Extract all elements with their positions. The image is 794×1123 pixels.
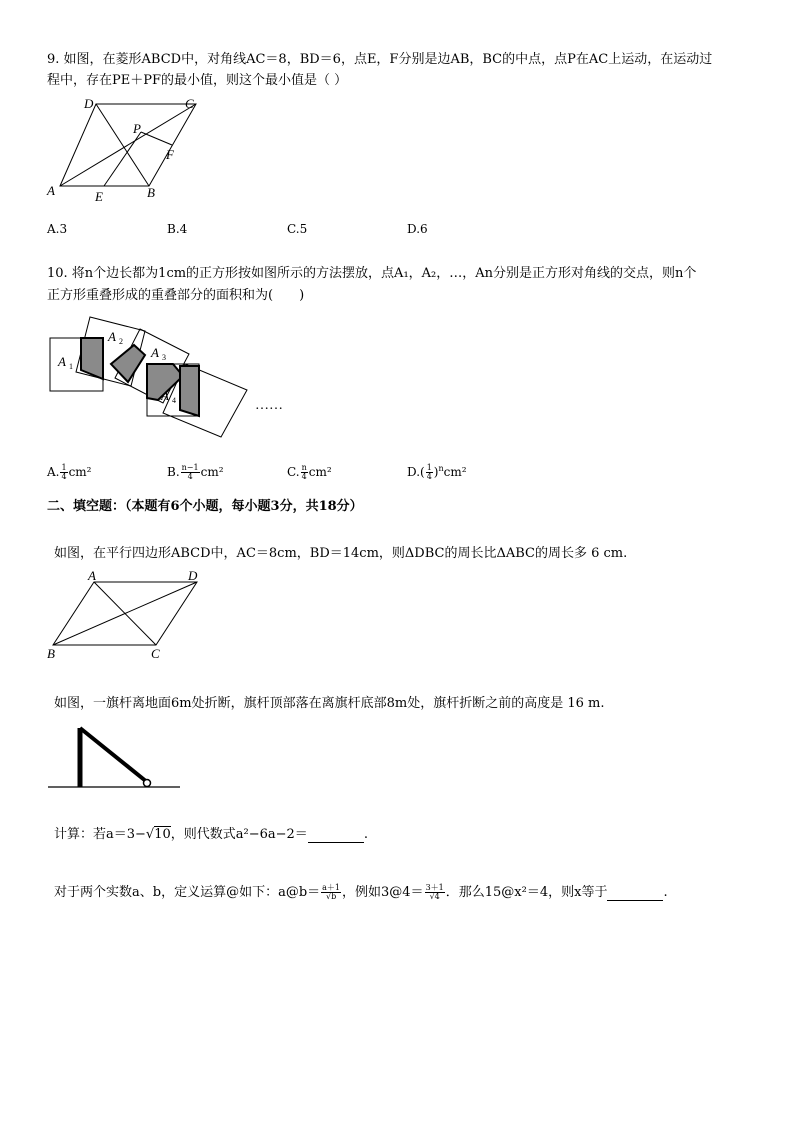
f3-text: 计算：若a＝3−√10，则代数式a²−6a−2＝ . bbox=[54, 827, 368, 842]
label-a: A bbox=[47, 183, 55, 198]
diagonal-bd bbox=[96, 104, 149, 186]
overlap-1 bbox=[81, 338, 103, 379]
segment-pf bbox=[141, 132, 172, 145]
rhombus-figure bbox=[44, 94, 204, 204]
label-c: C bbox=[151, 646, 160, 661]
q9-option-b: B.4 bbox=[167, 222, 188, 236]
q9-option-c: C.5 bbox=[287, 222, 308, 236]
flagpole-broken-part bbox=[80, 728, 147, 782]
f1-text: 如图，在平行四边形ABCD中，AC＝8cm，BD＝14cm，则ΔDBC的周长比ΔABC的周长多 6 cm. bbox=[54, 546, 628, 561]
q9-option-d: D.6 bbox=[407, 222, 428, 236]
q10-option-b: B. $\frac{n-1}{4}$ cm² bbox=[167, 463, 224, 481]
overlap-4 bbox=[180, 366, 199, 416]
label-a1-sub: 1 bbox=[69, 362, 73, 371]
label-a4-sub: 4 bbox=[172, 396, 176, 405]
q10-option-c: C. $\frac{n}{4}$ cm² bbox=[287, 463, 332, 481]
diagonal-ac2 bbox=[94, 582, 156, 645]
f4-text: 对于两个实数a、b，定义运算@如下：a@b＝ $\frac{a+1}{√b}$ ，例如3@4＝ $\frac{3+1}{√4}$ ．那么15@x²＝4，则x等于 . bbox=[54, 883, 668, 901]
q10-text-line1: 10. 将n个边长都为1cm的正方形按如图所示的方法摆放，点A₁，A₂，…，An分别是正方形对角线的交点，则n个 bbox=[47, 266, 697, 281]
label-e: E bbox=[95, 189, 103, 204]
q10-option-a: A. $\frac{1}{4}$ cm² bbox=[47, 463, 92, 481]
q9-text-line2: 程中，存在PE＋PF的最小值，则这个最小值是（ ） bbox=[47, 73, 348, 88]
label-p: P bbox=[133, 121, 141, 136]
label-a4: A bbox=[161, 388, 169, 403]
squares-figure bbox=[45, 310, 305, 440]
answer-blank-f3 bbox=[308, 830, 364, 843]
label-d: D bbox=[84, 96, 94, 111]
q10-text-line2: 正方形重叠形成的重叠部分的面积和为( ) bbox=[47, 288, 305, 303]
section-title: 二、填空题：（本题有6个小题，每小题3分，共18分） bbox=[47, 499, 363, 514]
label-b: B bbox=[47, 646, 55, 661]
pole-tip-circle bbox=[144, 780, 151, 787]
q10-option-d: D.( $\frac{1}{4}$ )$^n$cm² bbox=[407, 463, 467, 481]
parallelogram-figure bbox=[44, 568, 214, 663]
label-a: A bbox=[88, 568, 96, 583]
ellipsis-dots: …… bbox=[255, 398, 283, 413]
q9-text-line1: 9. 如图，在菱形ABCD中，对角线AC＝8，BD＝6，点E，F分别是边AB，BC的中点，点P在AC上运动，在运动过 bbox=[47, 52, 713, 67]
answer-blank-f4 bbox=[607, 888, 663, 901]
label-a2: A bbox=[108, 329, 116, 344]
segment-pe bbox=[104, 132, 141, 186]
label-a3-sub: 3 bbox=[162, 353, 166, 362]
label-a3: A bbox=[151, 345, 159, 360]
label-a2-sub: 2 bbox=[119, 337, 123, 346]
flagpole-figure bbox=[44, 720, 184, 795]
diagonal-ac bbox=[60, 104, 196, 186]
label-f: F bbox=[166, 147, 174, 162]
f2-text: 如图，一旗杆离地面6m处折断，旗杆顶部落在离旗杆底部8m处，旗杆折断之前的高度是 16 m. bbox=[54, 696, 605, 711]
q9-option-a: A.3 bbox=[47, 222, 68, 236]
label-a1: A bbox=[58, 354, 66, 369]
label-b: B bbox=[147, 185, 155, 200]
label-d: D bbox=[188, 568, 198, 583]
label-c: C bbox=[185, 96, 194, 111]
